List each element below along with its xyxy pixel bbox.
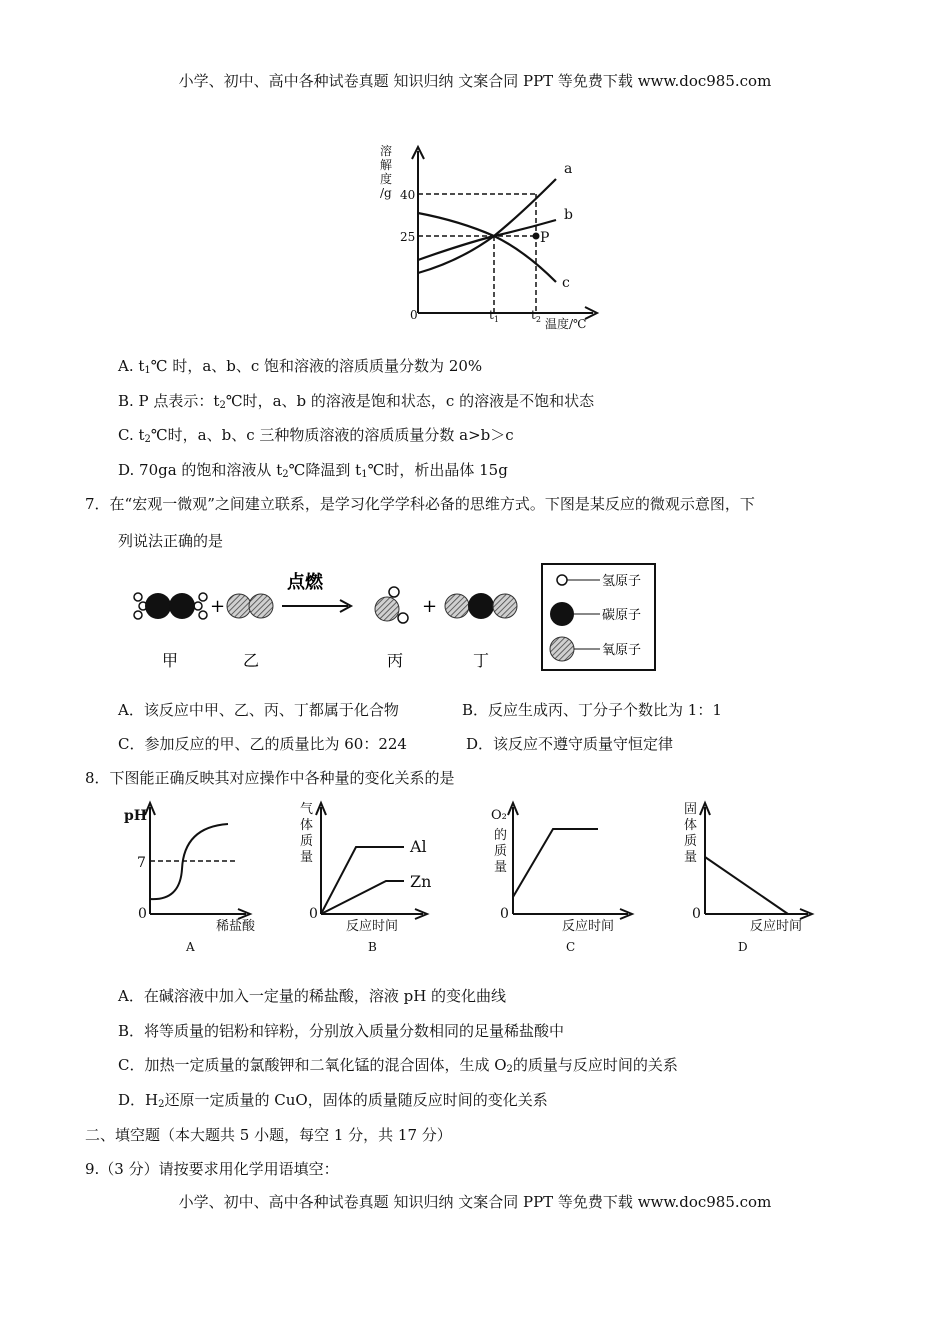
q9-stem: 9.（3 分）请按要求用化学用语填空： [85,1160,339,1178]
graph-b [300,802,431,954]
q6-option-d: D. 70ga 的饱和溶液从 $t_2℃$降温到 $t_1℃$时，析出晶体 15g [118,461,508,480]
label-jia: 甲 [162,651,179,670]
q7-option-a: A．该反应中甲、乙、丙、丁都属于化合物 [118,701,399,719]
point-p [533,233,540,240]
ylabel-char-1: 解 [380,158,393,172]
svg-text:质: 质 [300,834,314,849]
plus-2: + [422,596,438,617]
page-header: 小学、初中、高中各种试卷真题 知识归纳 文案合同 PPT 等免费下载 www.doc985.com [178,72,772,90]
q7-option-b: B．反应生成丙、丁分子个数比为 1：1 [462,701,722,719]
svg-text:量: 量 [300,850,314,865]
svg-text:C: C [566,940,576,954]
svg-text:稀盐酸: 稀盐酸 [216,919,256,934]
legend-carbon [550,602,641,626]
section-2-heading: 二、填空题（本大题共 5 小题，每空 1 分，共 17 分） [85,1126,452,1144]
svg-text:氢原子: 氢原子 [602,574,642,589]
curve-solid-mass [705,857,788,914]
q8-option-a: A．在碱溶液中加入一定量的稀盐酸，溶液 pH 的变化曲线 [118,987,507,1005]
svg-text:固: 固 [684,802,698,817]
reaction-diagram [125,562,665,677]
q8-option-c: C．加热一定质量的氯酸钾和二氧化锰的混合固体，生成 $O_2$的质量与反应时间的关系 [118,1056,678,1075]
q7-option-d: D．该反应不遵守质量守恒定律 [466,735,674,753]
plus-1: + [210,596,226,617]
svg-text:B: B [368,940,377,954]
svg-text:质: 质 [494,844,508,859]
svg-text:O₂: O₂ [491,808,507,823]
q7-stem-line2: 列说法正确的是 [118,532,224,550]
q7-stem-line1: 7．在“宏观一微观”之间建立联系，是学习化学学科必备的思维方式。下图是某反应的微观示意图，下 [85,495,755,513]
ytick-40: 40 [400,188,416,202]
molecule-yi [227,594,273,618]
molecule-jia [134,593,207,619]
molecule-bing [375,587,408,623]
svg-text:碳原子: 碳原子 [602,608,642,623]
ylabel-char-2: 度 [380,172,393,186]
svg-text:7: 7 [137,855,146,871]
svg-text:A: A [186,940,195,954]
curve-c [418,213,556,282]
q7-option-c: C．参加反应的甲、乙的质量比为 60：224 [118,735,407,753]
svg-text:pH: pH [124,808,148,824]
solubility-chart [375,143,605,335]
svg-text:反应时间: 反应时间 [750,919,803,934]
svg-text:0: 0 [138,906,147,922]
ylabel-char-3: /g [380,186,392,200]
curve-zn [321,881,404,914]
q8-option-b: B．将等质量的铝粉和锌粉，分别放入质量分数相同的足量稀盐酸中 [118,1022,565,1040]
svg-text:的: 的 [494,828,508,843]
origin-label: 0 [410,308,418,322]
graph-a [124,803,256,954]
curve-o2 [513,829,598,897]
xtick-t2: $t_2$ [531,308,541,324]
svg-text:0: 0 [309,906,318,922]
molecule-ding [445,593,517,619]
xlabel: 温度/℃ [545,317,587,331]
svg-text:体: 体 [684,818,698,833]
graph-d [684,802,812,954]
svg-text:反应时间: 反应时间 [346,919,399,934]
reaction-arrow [282,600,351,612]
graph-c [491,803,632,954]
series-label-b: b [564,207,573,223]
label-bing: 丙 [387,651,404,670]
svg-text:量: 量 [494,860,508,875]
label-ding: 丁 [473,651,490,670]
q8-graphs [118,797,818,955]
svg-text:0: 0 [500,906,509,922]
q6-option-b: B. P 点表示：$t_2℃$时，a、b 的溶液是饱和状态，c 的溶液是不饱和状态 [118,392,595,411]
svg-text:量: 量 [684,850,698,865]
svg-text:气: 气 [300,802,314,817]
point-label: P [540,230,550,246]
xtick-t1: $t_1$ [489,308,499,324]
ytick-25: 25 [400,230,416,244]
ylabel-char-0: 溶 [380,144,393,158]
page-footer: 小学、初中、高中各种试卷真题 知识归纳 文案合同 PPT 等免费下载 www.doc985.com [178,1193,772,1211]
svg-text:0: 0 [692,906,701,922]
svg-text:Al: Al [410,837,427,856]
legend-oxygen [550,637,641,661]
q6-option-a: A. $t_1℃$ 时，a、b、c 饱和溶液的溶质质量分数为 20% [118,357,483,376]
svg-text:氧原子: 氧原子 [602,643,642,658]
series-label-a: a [564,161,573,177]
svg-text:体: 体 [300,818,314,833]
q8-stem: 8．下图能正确反映其对应操作中各种量的变化关系的是 [85,769,455,787]
svg-text:质: 质 [684,834,698,849]
svg-text:D: D [738,940,748,954]
q6-option-c: C. $t_2℃$时，a、b、c 三种物质溶液的溶质质量分数 a>b＞c [118,426,514,445]
legend-hydrogen [557,574,641,589]
q8-option-d: D．$H_2$还原一定质量的 CuO，固体的质量随反应时间的变化关系 [118,1091,548,1110]
series-label-c: c [562,275,570,291]
label-yi: 乙 [243,651,260,670]
arrow-label: 点燃 [287,572,323,593]
svg-text:反应时间: 反应时间 [562,919,615,934]
svg-text:Zn: Zn [410,872,432,891]
